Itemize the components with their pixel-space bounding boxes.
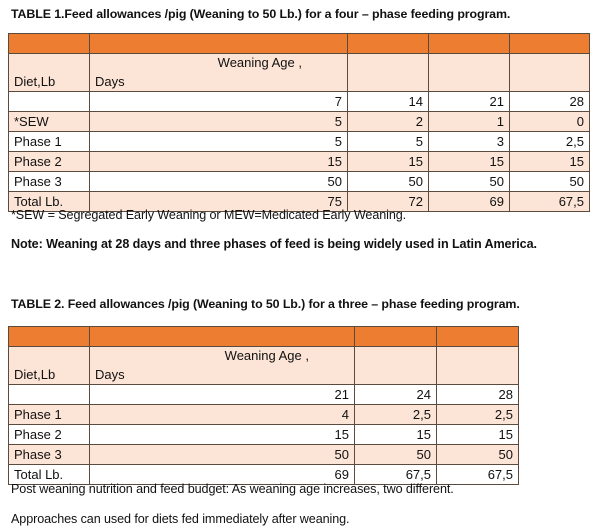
table1-age: 28 — [510, 92, 590, 112]
table-row: Phase 3 50 50 50 50 — [9, 172, 590, 192]
table-row: Phase 1 4 2,5 2,5 — [9, 405, 519, 425]
table-row: Phase 1 5 5 3 2,5 — [9, 132, 590, 152]
table1-age: 21 — [429, 92, 510, 112]
table-row: Phase 3 50 50 50 — [9, 445, 519, 465]
table1-note: Note: Weaning at 28 days and three phases of feed is being widely used in Latin America. — [11, 237, 537, 251]
table2-age: 21 — [90, 385, 355, 405]
table-row: *SEW 5 2 1 0 — [9, 112, 590, 132]
table1-age: 14 — [348, 92, 429, 112]
table1-caption: TABLE 1.Feed allowances /pig (Weaning to 50 Lb.) for a four – phase feeding program. — [11, 7, 511, 21]
table2-orange-band — [9, 327, 519, 347]
table2 — [8, 326, 519, 485]
table2-header-row — [9, 347, 519, 385]
table-row-total: Total Lb. 69 67,5 67,5 — [9, 465, 519, 485]
table1-age: 7 — [90, 92, 348, 112]
table2-age: 28 — [437, 385, 519, 405]
table1-header-row — [9, 54, 590, 92]
table2-header-diet: Diet,Lb — [9, 347, 90, 385]
table1-header-days: Weaning Age , Days — [90, 54, 348, 92]
table1-orange-band — [9, 34, 590, 54]
table2-text-approaches: Approaches can used for diets fed immediately after weaning. — [11, 512, 350, 526]
table1-header-weaning-age: Weaning Age , — [217, 55, 302, 70]
table2-caption: TABLE 2. Feed allowances /pig (Weaning to 50 Lb.) for a three – phase feeding program. — [11, 297, 520, 311]
table1-footnote: *SEW = Segregated Early Weaning or MEW=Medicated Early Weaning. — [11, 208, 407, 222]
table2-header-weaning-age: Weaning Age , — [224, 348, 309, 363]
table1 — [8, 33, 590, 212]
table2-age: 24 — [355, 385, 437, 405]
table-row: Phase 2 15 15 15 15 — [9, 152, 590, 172]
table1-ages-row — [9, 92, 590, 112]
table1-header-diet: Diet,Lb — [9, 54, 90, 92]
table2-header-days: Weaning Age , Days — [90, 347, 355, 385]
table2-text-post-weaning: Post weaning nutrition and feed budget: As weaning age increases, two different. — [11, 482, 454, 496]
table-row: Phase 2 15 15 15 — [9, 425, 519, 445]
table2-ages-row — [9, 385, 519, 405]
table-row-total: Total Lb. 75 72 69 67,5 — [9, 192, 590, 212]
